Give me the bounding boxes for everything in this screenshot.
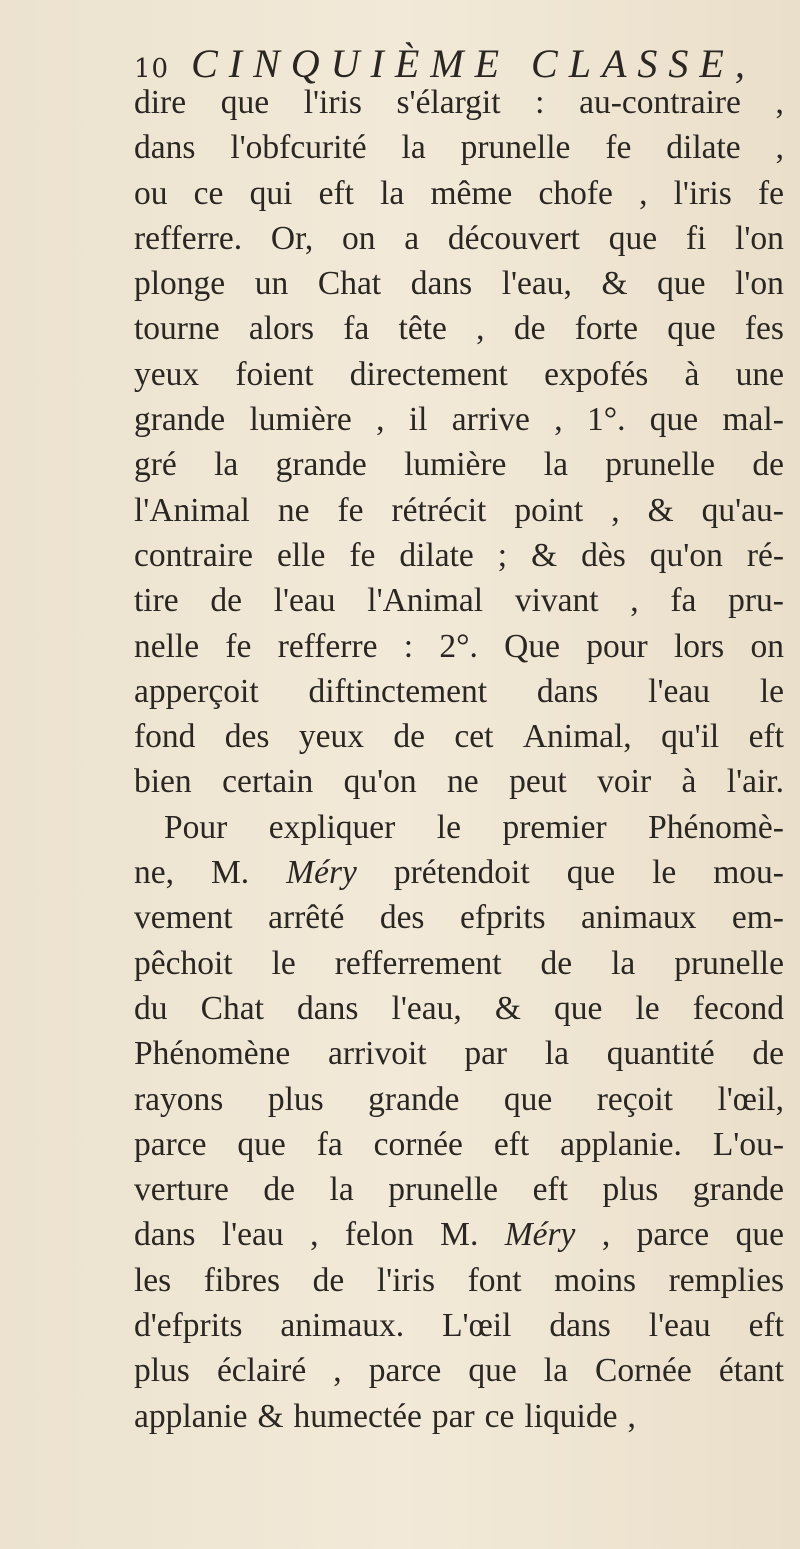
- word: Phénomène: [134, 1035, 291, 1073]
- word: dans: [549, 1307, 611, 1345]
- word: que: [735, 1216, 784, 1254]
- word: M.: [211, 854, 250, 892]
- word: &: [494, 989, 521, 1027]
- word: Pour: [164, 808, 228, 846]
- word: du: [134, 989, 168, 1027]
- word: qui: [249, 174, 293, 212]
- word: ou: [134, 174, 168, 212]
- word: la: [214, 446, 239, 484]
- word: une: [735, 355, 784, 393]
- word: eft: [748, 718, 784, 756]
- word: L'ou-: [712, 1125, 784, 1163]
- word: que: [657, 265, 706, 303]
- word: les: [134, 1261, 172, 1299]
- word: moins: [554, 1261, 637, 1299]
- word: la: [543, 1352, 568, 1390]
- word: arrêté: [268, 899, 345, 937]
- word: diftinctement: [308, 672, 488, 710]
- word: ,: [333, 1352, 342, 1390]
- word: dès: [581, 536, 626, 574]
- word: on: [750, 627, 784, 665]
- word: cet: [454, 718, 494, 756]
- word: animaux: [581, 899, 697, 937]
- word: apperçoit: [134, 672, 259, 710]
- word: par: [464, 1035, 508, 1073]
- text-line: [134, 759, 784, 804]
- word: fe: [337, 491, 364, 529]
- word: la: [544, 1035, 569, 1073]
- word: ,: [476, 310, 485, 348]
- word: &: [647, 491, 674, 529]
- word: l'eau: [273, 582, 336, 620]
- word: pour: [586, 627, 648, 665]
- word: éclairé: [216, 1352, 307, 1390]
- word: peut: [509, 763, 567, 801]
- text-line: [134, 1258, 784, 1303]
- word: expofés: [544, 355, 649, 393]
- word: l'eau: [648, 1307, 711, 1345]
- word: reçoit: [596, 1080, 673, 1118]
- word: fa: [316, 1125, 343, 1163]
- word: de: [312, 1261, 345, 1299]
- word: 2°.: [439, 627, 478, 665]
- word: par: [431, 1397, 475, 1435]
- word: Méry: [286, 854, 357, 892]
- word: qu'on: [343, 763, 417, 801]
- word: l'iris: [303, 84, 362, 121]
- word: fe: [605, 129, 632, 167]
- word: l'eau,: [391, 989, 462, 1027]
- word: qu'au-: [701, 491, 784, 529]
- word: fes: [744, 310, 784, 348]
- word: de: [752, 1035, 784, 1073]
- word: ;: [497, 536, 508, 574]
- text-line: [134, 1167, 784, 1212]
- word: a: [404, 219, 420, 257]
- text-line: [134, 306, 784, 351]
- word: mou-: [713, 854, 784, 892]
- word: 1°.: [586, 401, 626, 439]
- word: il: [408, 401, 428, 439]
- word: ,: [639, 174, 648, 212]
- word: l'eau: [648, 672, 710, 710]
- word: la: [543, 446, 568, 484]
- word: eft: [493, 1125, 530, 1163]
- word: animaux.: [280, 1307, 405, 1345]
- word: que: [237, 1125, 286, 1163]
- word: fe: [757, 174, 784, 212]
- word: de: [752, 446, 784, 484]
- word: Cornée: [595, 1352, 692, 1390]
- word: Que: [504, 627, 560, 665]
- word: efprits: [459, 899, 546, 937]
- word: de: [540, 944, 573, 982]
- text-line: [134, 1077, 784, 1122]
- text-line: [134, 216, 784, 261]
- word: felon: [344, 1216, 414, 1254]
- word: pru-: [728, 582, 784, 620]
- word: fibres: [203, 1261, 281, 1299]
- text-line: [134, 261, 784, 306]
- word: point: [514, 491, 584, 529]
- word: le: [271, 944, 296, 982]
- word: prunelle: [388, 1171, 499, 1209]
- word: ,: [627, 1397, 636, 1435]
- word: grande: [275, 446, 367, 484]
- word: &: [531, 536, 558, 574]
- text-line: [134, 352, 784, 397]
- word: font: [467, 1261, 522, 1299]
- word: que: [468, 1352, 517, 1390]
- text-line: [134, 895, 784, 940]
- word: l'eau: [221, 1216, 284, 1254]
- word: ,: [775, 129, 784, 167]
- word: prétendoit: [393, 854, 530, 892]
- word: ne: [277, 491, 310, 529]
- word: directement: [349, 355, 508, 393]
- text-line: [134, 488, 784, 533]
- word: parce: [636, 1216, 710, 1254]
- word: eft: [748, 1307, 784, 1345]
- word: eft: [532, 1171, 568, 1209]
- word: étant: [718, 1352, 784, 1390]
- word: dire: [134, 84, 187, 121]
- text-line: [134, 1031, 784, 1076]
- word: premier: [502, 808, 607, 846]
- running-title: CINQUIÈME CLASSE,: [191, 41, 756, 86]
- word: que: [566, 854, 616, 892]
- body-text: [134, 80, 784, 1439]
- word: applanie: [134, 1397, 248, 1435]
- word: plonge: [134, 265, 226, 303]
- word: grande: [368, 1080, 460, 1118]
- word: ce: [193, 174, 224, 212]
- word: yeux: [134, 355, 200, 393]
- text-line: [134, 669, 784, 714]
- word: le: [759, 672, 784, 710]
- word: fond: [134, 718, 196, 756]
- word: arrive: [451, 401, 530, 439]
- text-line: [134, 1122, 784, 1167]
- word: que: [554, 989, 603, 1027]
- word: dans: [536, 672, 599, 710]
- word: prunelle: [605, 446, 716, 484]
- text-line: [134, 986, 784, 1031]
- word: que: [220, 84, 270, 121]
- word: on: [342, 219, 376, 257]
- word: ,: [554, 401, 563, 439]
- word: refferre.: [134, 219, 243, 257]
- word: refferrement: [334, 944, 502, 982]
- word: que: [667, 310, 716, 348]
- word: :: [535, 84, 545, 121]
- word: chofe: [538, 174, 613, 212]
- text-line: [134, 805, 784, 850]
- word: refferre: [277, 627, 378, 665]
- word: à: [684, 355, 700, 393]
- word: ce: [484, 1397, 515, 1435]
- word: ne,: [134, 854, 174, 892]
- word: L'œil: [442, 1307, 512, 1345]
- word: plus: [267, 1080, 324, 1118]
- word: bien: [134, 763, 192, 801]
- word: fecond: [692, 989, 784, 1027]
- word: que: [503, 1080, 553, 1118]
- word: dilate: [399, 536, 474, 574]
- text-line: [134, 533, 784, 578]
- word: des: [224, 718, 270, 756]
- word: applanie.: [560, 1125, 682, 1163]
- word: le: [436, 808, 461, 846]
- word: l'on: [735, 219, 784, 257]
- word: fe: [349, 536, 376, 574]
- word: la: [380, 174, 405, 212]
- word: dans: [134, 129, 196, 167]
- word: mal-: [722, 401, 784, 439]
- word: Or,: [270, 219, 314, 257]
- word: M.: [440, 1216, 479, 1254]
- word: elle: [277, 536, 326, 574]
- word: le: [635, 989, 660, 1027]
- word: que: [608, 219, 658, 257]
- word: fa: [343, 310, 370, 348]
- word: cornée: [373, 1125, 463, 1163]
- word: humectée: [293, 1397, 422, 1435]
- word: plus: [134, 1352, 190, 1390]
- word: l'Animal: [134, 491, 250, 529]
- word: plus: [602, 1171, 659, 1209]
- word: alors: [248, 310, 314, 348]
- word: l'iris: [376, 1261, 436, 1299]
- word: un: [254, 265, 289, 303]
- text-line: [134, 125, 784, 170]
- word: l'obfcurité: [230, 129, 367, 167]
- word: que: [649, 401, 699, 439]
- word: parce: [368, 1352, 442, 1390]
- word: grande: [134, 401, 226, 439]
- word: vement: [134, 899, 233, 937]
- word: dans: [134, 1216, 196, 1254]
- text-line: [134, 624, 784, 669]
- text-line: [134, 171, 784, 216]
- word: de: [513, 310, 546, 348]
- word: fi: [685, 219, 707, 257]
- word: au-contraire: [579, 84, 741, 121]
- word: grande: [692, 1171, 784, 1209]
- word: de: [210, 582, 242, 620]
- word: quantité: [606, 1035, 715, 1073]
- word: certain: [222, 763, 314, 801]
- word: découvert: [447, 219, 580, 257]
- word: qu'il: [661, 718, 720, 756]
- word: contraire: [134, 536, 254, 574]
- text-line: [134, 1348, 784, 1393]
- word: rétrécit: [391, 491, 487, 529]
- word: ,: [611, 491, 620, 529]
- word: tourne: [134, 310, 220, 348]
- word: l'Animal: [367, 582, 484, 620]
- word: des: [379, 899, 425, 937]
- word: l'iris: [673, 174, 732, 212]
- word: ,: [376, 401, 385, 439]
- text-line: [134, 1212, 784, 1257]
- word: l'eau,: [501, 265, 572, 303]
- word: lumière: [404, 446, 507, 484]
- text-line: [134, 442, 784, 487]
- word: s'élargit: [396, 84, 501, 121]
- word: même: [430, 174, 513, 212]
- word: parce: [134, 1125, 207, 1163]
- word: ré-: [746, 536, 784, 574]
- word: prunelle: [674, 944, 784, 982]
- word: qu'on: [649, 536, 723, 574]
- word: ,: [630, 582, 639, 620]
- text-line: [134, 1303, 784, 1348]
- word: voir: [597, 763, 652, 801]
- word: vivant: [514, 582, 599, 620]
- word: de: [263, 1171, 296, 1209]
- word: arrivoit: [328, 1035, 427, 1073]
- word: :: [403, 627, 414, 665]
- word: Méry: [504, 1216, 576, 1254]
- word: la: [329, 1171, 354, 1209]
- text-line: [134, 397, 784, 442]
- word: lumière: [249, 401, 352, 439]
- word: &: [257, 1397, 284, 1435]
- word: l'œil,: [717, 1080, 784, 1118]
- word: dans: [297, 989, 359, 1027]
- word: forte: [574, 310, 638, 348]
- word: lors: [673, 627, 725, 665]
- word: dans: [410, 265, 473, 303]
- word: ,: [310, 1216, 319, 1254]
- word: Animal,: [522, 718, 632, 756]
- word: à: [681, 763, 697, 801]
- text-line: [134, 1394, 784, 1439]
- page-number: 10: [134, 54, 170, 84]
- word: em-: [731, 899, 784, 937]
- word: gré: [134, 446, 177, 484]
- word: fe: [225, 627, 252, 665]
- word: eft: [318, 174, 354, 212]
- word: de: [393, 718, 425, 756]
- text-line: [134, 714, 784, 759]
- text-line: [134, 80, 784, 125]
- word: prunelle: [460, 129, 571, 167]
- text-line: [134, 578, 784, 623]
- word: d'efprits: [134, 1307, 243, 1345]
- word: foient: [235, 355, 314, 393]
- word: nelle: [134, 627, 200, 665]
- word: ,: [601, 1216, 611, 1254]
- word: la: [611, 944, 636, 982]
- word: liquide: [524, 1397, 618, 1435]
- word: rayons: [134, 1080, 224, 1118]
- word: dilate: [666, 129, 741, 167]
- word: tire: [134, 582, 179, 620]
- word: la: [401, 129, 426, 167]
- word: remplies: [668, 1261, 784, 1299]
- word: l'on: [735, 265, 784, 303]
- word: verture: [134, 1171, 229, 1209]
- word: Phénomè-: [648, 808, 784, 846]
- word: fa: [670, 582, 697, 620]
- word: Chat: [200, 989, 264, 1027]
- word: l'air.: [726, 763, 784, 801]
- word: yeux: [298, 718, 364, 756]
- word: ,: [775, 84, 784, 121]
- word: Chat: [317, 265, 382, 303]
- word: pêchoit: [134, 944, 233, 982]
- text-line: [134, 850, 784, 895]
- word: &: [601, 265, 628, 303]
- word: le: [652, 854, 677, 892]
- word: ne: [447, 763, 479, 801]
- text-line: [134, 941, 784, 986]
- word: tête: [398, 310, 447, 348]
- word: expliquer: [268, 808, 396, 846]
